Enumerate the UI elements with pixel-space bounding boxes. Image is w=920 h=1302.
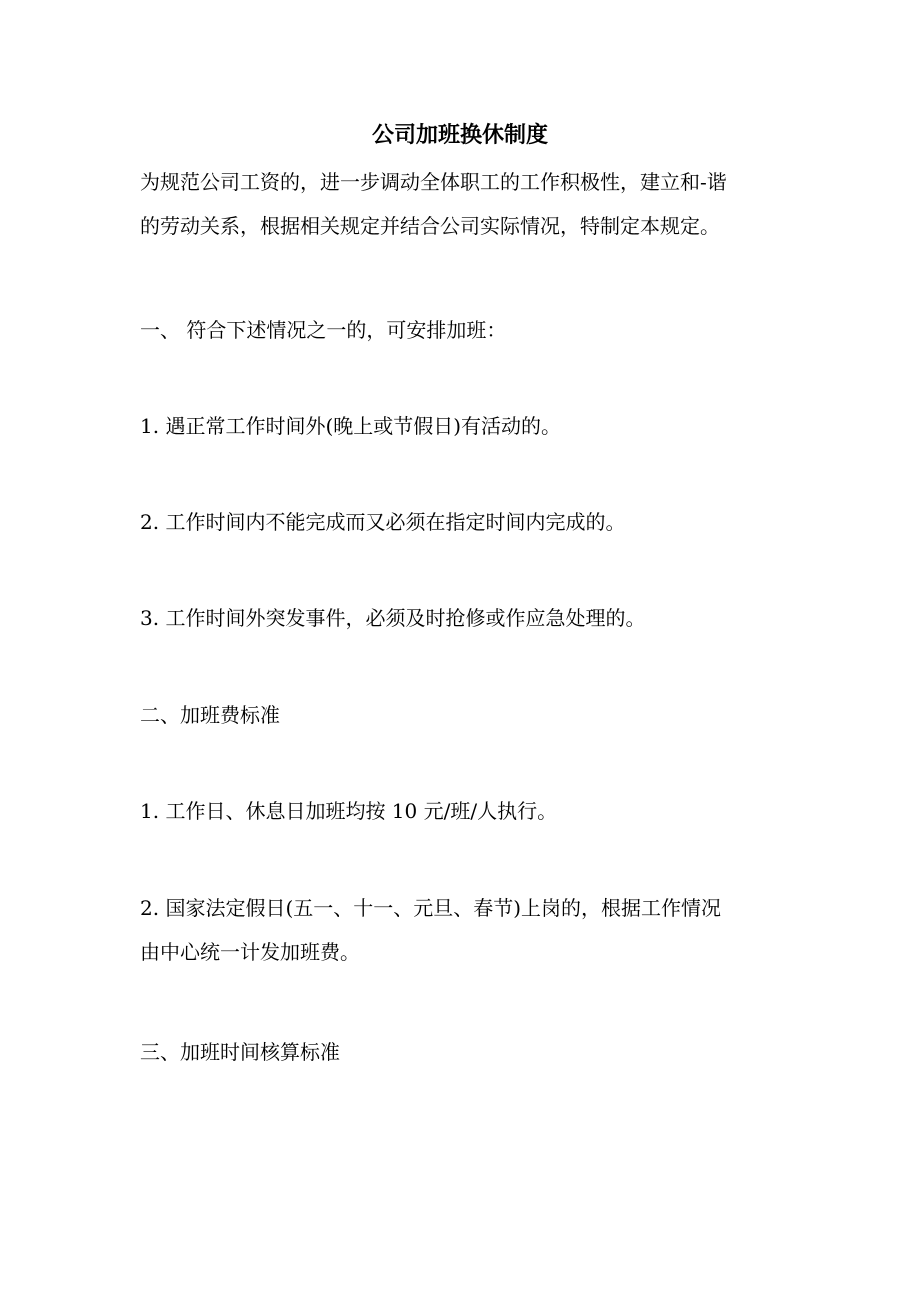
list-item-line: 2. 国家法定假日(五一、十一、元旦、春节)上岗的，根据工作情况 xyxy=(140,896,722,920)
section-heading: 一、 符合下述情况之一的，可安排加班： xyxy=(140,318,507,342)
list-item xyxy=(140,886,790,974)
list-item: 3. 工作时间外突发事件，必须及时抢修或作应急处理的。 xyxy=(140,606,646,630)
intro-line: 为规范公司工资的，进一步调动全体职工的工作积极性，建立和-谐 xyxy=(140,170,727,194)
intro-paragraph xyxy=(140,160,790,248)
intro-line: 的劳动关系，根据相关规定并结合公司实际情况，特制定本规定。 xyxy=(140,214,720,238)
list-item: 1. 工作日、休息日加班均按 10 元/班/人执行。 xyxy=(140,799,558,823)
section-heading: 二、加班费标准 xyxy=(140,703,280,727)
list-item-line: 由中心统一计发加班费。 xyxy=(140,940,360,964)
list-item: 1. 遇正常工作时间外(晚上或节假日)有活动的。 xyxy=(140,414,562,438)
section-heading: 三、加班时间核算标准 xyxy=(140,1040,340,1064)
list-item: 2. 工作时间内不能完成而又必须在指定时间内完成的。 xyxy=(140,510,626,534)
document-title: 公司加班换休制度 xyxy=(371,123,548,148)
